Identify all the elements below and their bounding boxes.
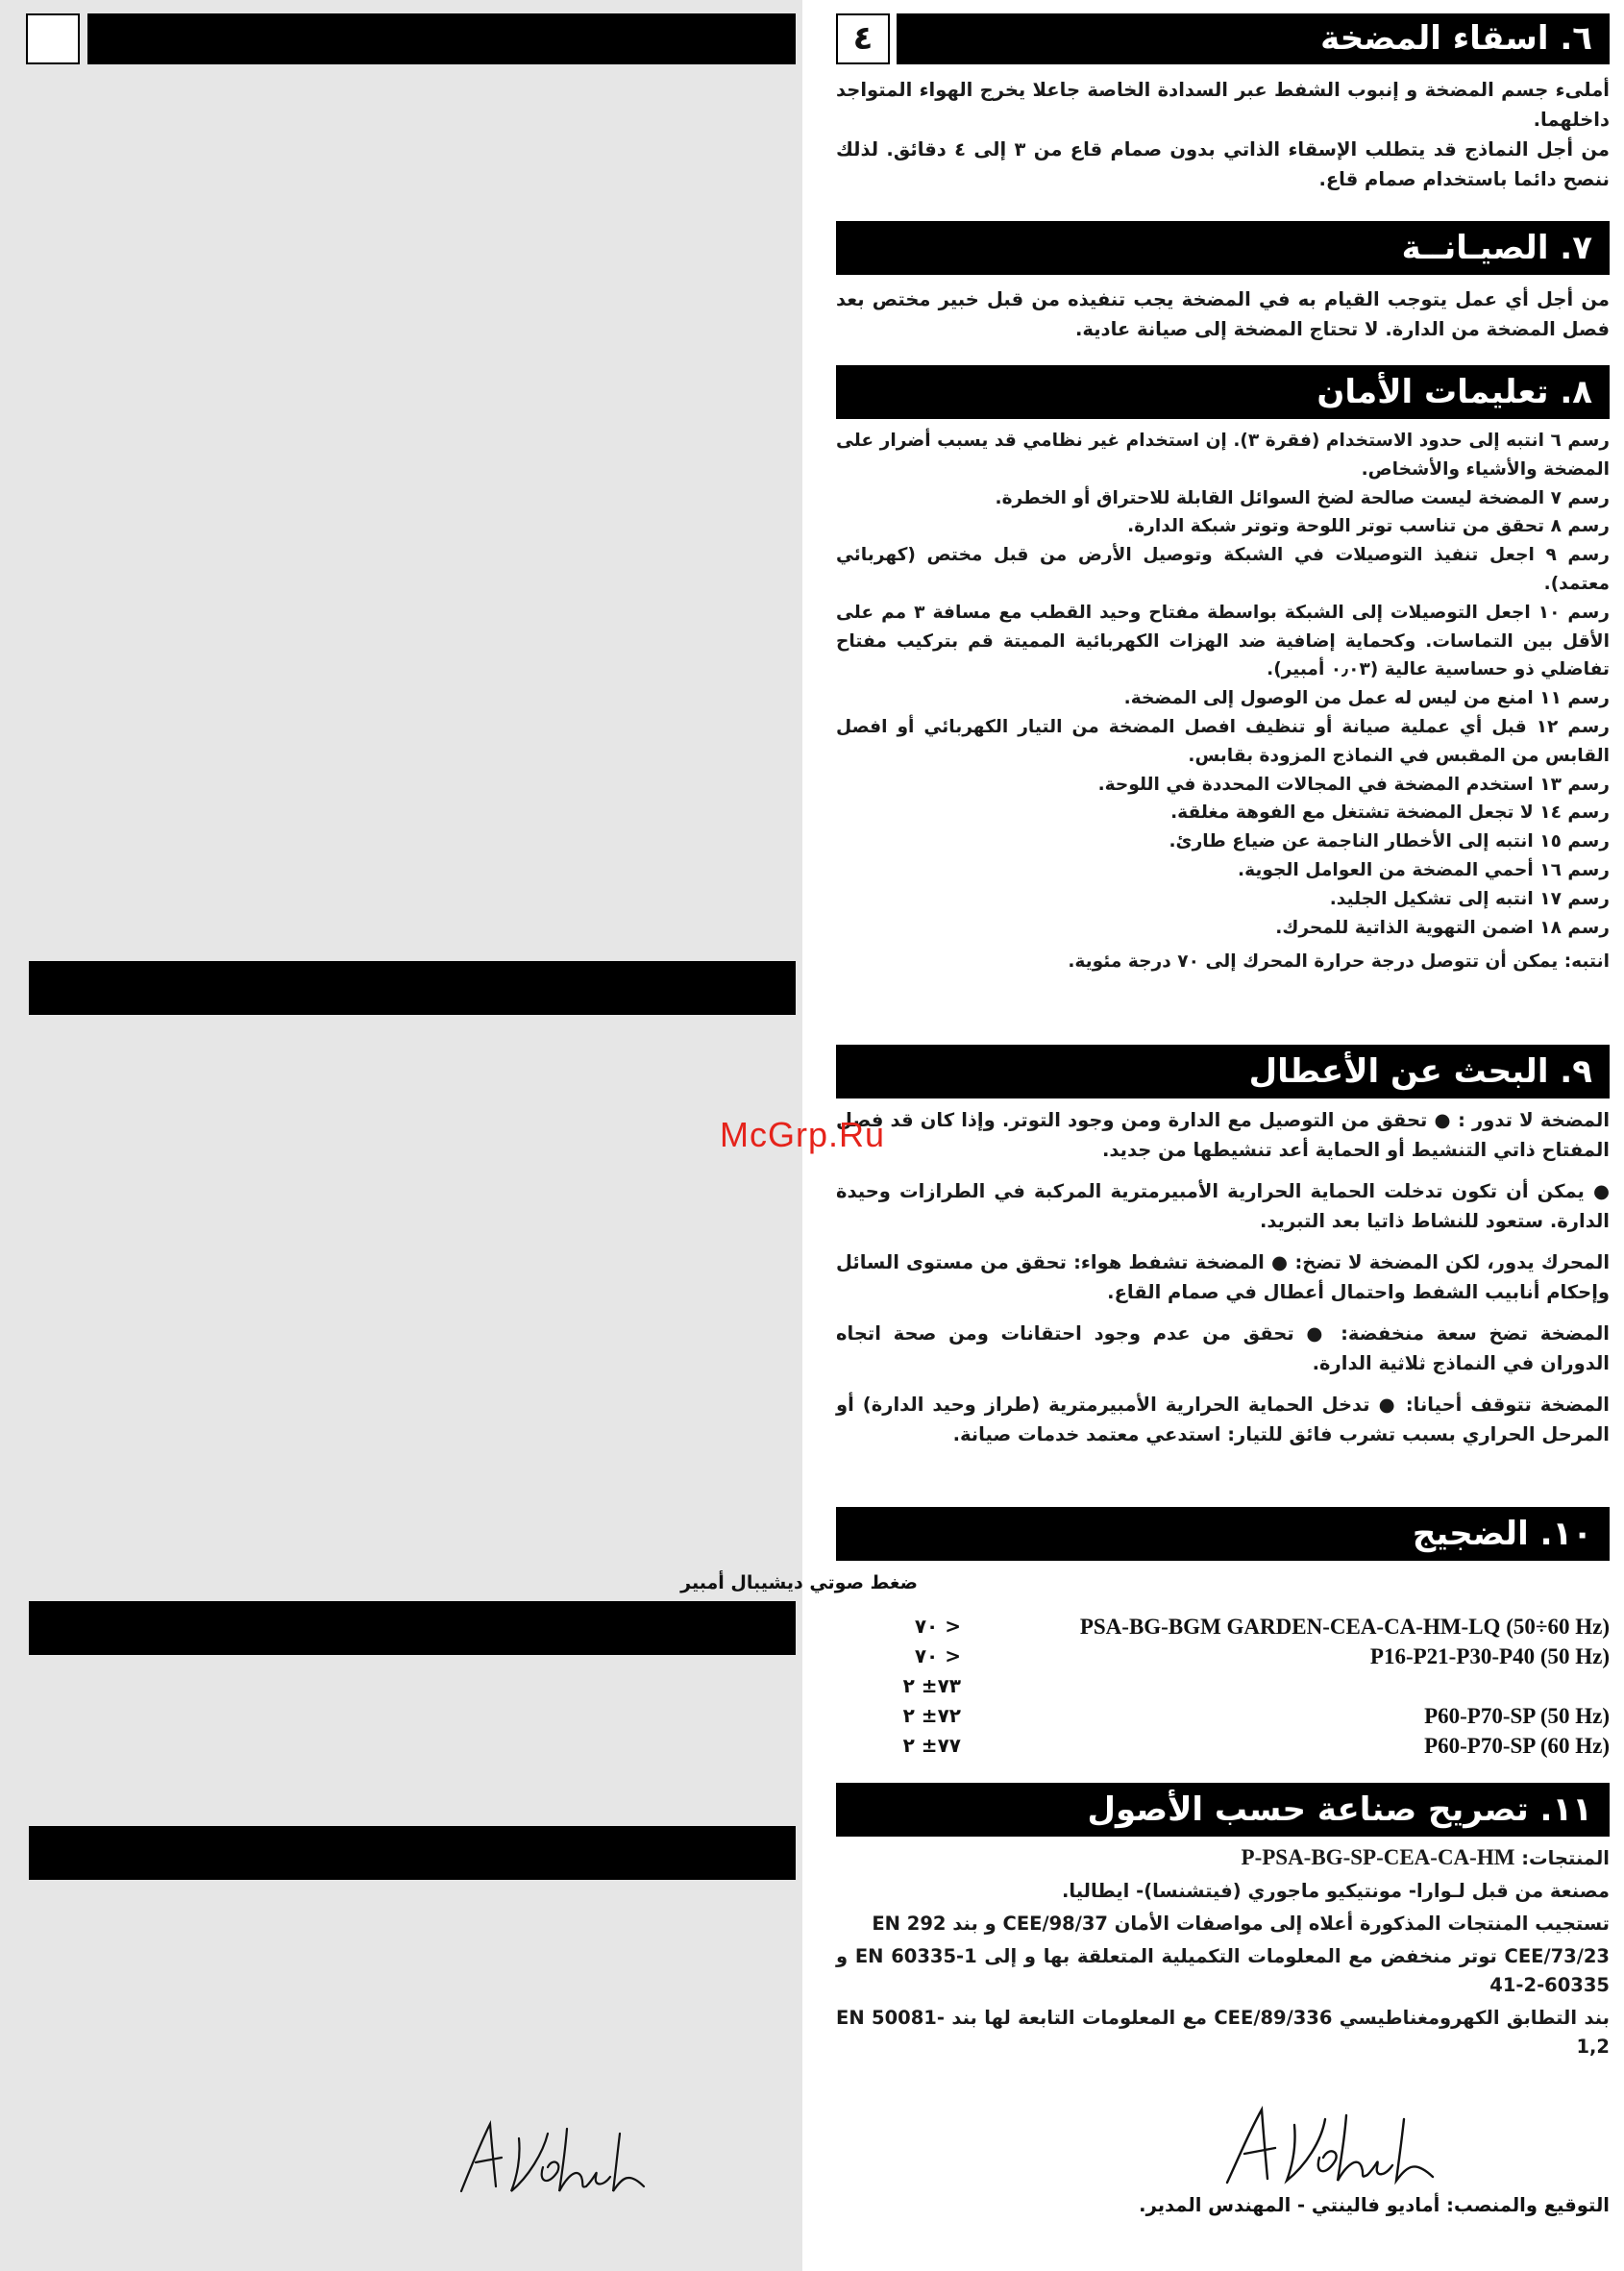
noise-row — [836, 1734, 1610, 1764]
noise-model: P60-P70-SP (60 Hz) — [1424, 1734, 1610, 1758]
troubleshoot-text: ● تدخل الحماية الحرارية الأمبيرمترية (طراز وحيد الدارة) أو المرحل الحراري بسبب تشرب فائق للتيار: استدعي معتمد خدمات صيانة. — [836, 1394, 1610, 1445]
noise-row — [836, 1644, 1610, 1674]
troubleshoot-label: المضخة تتوقف أحيانا: — [1405, 1394, 1610, 1416]
section-8-title: ٨. تعليمات الأمان — [836, 365, 1610, 419]
section-6-body — [836, 75, 1610, 194]
left-page — [0, 0, 802, 2271]
signature-caption: التوقيع والمنصب: أماديو فالينتي - المهندس المدير. — [1139, 2194, 1610, 2216]
safety-note-text: يمكن أن تتوصل درجة حرارة المحرك إلى ٧٠ درجة مئوية. — [1068, 951, 1559, 973]
noise-row — [836, 1615, 1610, 1644]
noise-row — [836, 1704, 1610, 1734]
products-value: P-PSA-BG-SP-CEA-CA-HM — [1241, 1845, 1515, 1869]
watermark-text: McGrp.Ru — [720, 1115, 886, 1154]
left-header-bar — [87, 13, 796, 64]
troubleshoot-block — [836, 1176, 1610, 1236]
left-page-number-box — [26, 13, 80, 64]
troubleshoot-text: ● تحقق من التوصيل مع الدارة ومن وجود التوتر. وإذا كان قد فصل المفتاح ذاتي التنشيط أو الحماية أعد تنشيطها من جديد. — [836, 1109, 1610, 1161]
noise-value: ٧٣± ٢ — [902, 1674, 961, 1697]
products-line — [836, 1843, 1610, 1873]
left-section-bar — [29, 1826, 796, 1880]
section-9-body — [836, 1105, 1610, 1461]
noise-model: P16-P21-P30-P40 (50 Hz) — [1369, 1644, 1610, 1668]
noise-model: P60-P70-SP (50 Hz) — [1424, 1704, 1610, 1728]
safety-item: رسم ١٨ اضمن التهوية الذاتية للمحرك. — [1275, 917, 1610, 938]
troubleshoot-block — [836, 1390, 1610, 1449]
troubleshoot-label: المضخة تضخ سعة منخفضة: — [1341, 1322, 1610, 1345]
section-7-title: ٧. الصيـانــة — [836, 221, 1610, 275]
section-7-body — [836, 284, 1610, 344]
left-section-bar — [29, 1601, 796, 1655]
troubleshoot-text: ● يمكن أن تكون تدخلت الحماية الحرارية الأمبيرمترية المركبة في الطرازات وحيدة الدارة. ستعود للنشاط ذاتيا بعد التبريد. — [836, 1180, 1610, 1232]
compliance-line: 73/23/CEE توتر منخفض مع المعلومات التكميلية المتعلقة بها و إلى EN 60335-1 و 60335-2-41 — [836, 1945, 1610, 1996]
section-7-text: من أجل أي عمل يتوجب القيام به في المضخة يجب تنفيذه من قبل خبير مختص بعد فصل المضخة من الدارة. لا تحتاج المضخة إلى صيانة عادية. — [836, 288, 1610, 340]
left-section-bar — [29, 961, 796, 1015]
noise-table — [836, 1615, 1610, 1764]
safety-item: رسم ١٧ انتبه إلى تشكيل الجليد. — [1329, 888, 1610, 909]
troubleshoot-block — [836, 1105, 1610, 1165]
section-6-title: ٦. اسقاء المضخة — [897, 13, 1610, 64]
safety-item: رسم ١٤ لا تجعل المضخة تشتغل مع الفوهة مغلقة. — [1170, 802, 1610, 824]
troubleshoot-block — [836, 1247, 1610, 1307]
safety-item: رسم ١١ امنع من ليس له عمل من الوصول إلى المضخة. — [1123, 688, 1610, 709]
safety-item: رسم ٨ تحقق من تناسب توتر اللوحة وتوتر شبكة الدارة. — [1127, 516, 1610, 537]
noise-table-header: ضغط صوتي ديشيبال أمبير — [680, 1572, 918, 1593]
noise-value: ٧٧± ٢ — [902, 1734, 961, 1757]
safety-item: رسم ٦ انتبه إلى حدود الاستخدام (فقرة ٣). إن استخدام غير نظامي قد يسبب أضرار على المضخة والأشياء والأشخاص. — [836, 431, 1610, 480]
troubleshoot-text: ● تحقق من عدم وجود احتقانات ومن صحة اتجاه الدوران في النماذج ثلاثية الدارة. — [836, 1322, 1610, 1374]
troubleshoot-label: المضخة لا تدور : — [1458, 1109, 1610, 1131]
section-11-title: ١١. تصريح صناعة حسب الأصول — [836, 1783, 1610, 1837]
noise-model: PSA-BG-BGM GARDEN-CEA-CA-HM-LQ (50÷60 Hz) — [1079, 1615, 1610, 1639]
safety-item: رسم ١٣ استخدم المضخة في المجالات المحددة في اللوحة. — [1097, 774, 1610, 795]
troubleshoot-block — [836, 1319, 1610, 1378]
section-10-title: ١٠. الضجيج — [836, 1507, 1610, 1561]
safety-note-label: انتبه: — [1563, 951, 1610, 973]
signature-image — [452, 2110, 653, 2201]
section-6-line: أملىء جسم المضخة و إنبوب الشفط عبر السدادة الخاصة جاعلا يخرج الهواء المتواجد داخلهما. — [836, 79, 1610, 131]
safety-item: رسم ١٠ اجعل التوصيلات إلى الشبكة بواسطة مفتاح وحيد القطب مع مسافة ٣ مم على الأقل بين التماسات. وكحماية إضافية ضد الهزات الكهربائية المميتة قم بتركيب مفتاح تفاضلي ذو حساسية عالية (٠٫٠٣ أمبير). — [836, 602, 1610, 680]
safety-item: رسم ١٦ أحمي المضخة من العوامل الجوية. — [1238, 859, 1610, 880]
safety-item: رسم ١٥ انتبه إلى الأخطار الناجمة عن ضياع طارئ. — [1169, 831, 1610, 852]
noise-value: ٧٢± ٢ — [902, 1704, 961, 1727]
products-label: المنتجات: — [1521, 1847, 1610, 1869]
troubleshoot-text: ● المضخة تشفط هواء: تحقق من مستوى السائل وإحكام أنابيب الشفط واحتمال أعطال في صمام القاع. — [836, 1251, 1610, 1303]
noise-value: < ٧٠ — [914, 1615, 961, 1638]
compliance-line: تستجيب المنتجات المذكورة أعلاه إلى مواصفات الأمان 98/37/CEE و بند EN 292 — [872, 1913, 1610, 1935]
page-number: ٤ — [836, 13, 890, 64]
safety-item: رسم ٩ اجعل تنفيذ التوصيلات في الشبكة وتوصيل الأرض من قبل مختص (كهربائي معتمد). — [836, 545, 1610, 594]
compliance-line: بند التطابق الكهرومغناطيسي 89/336/CEE مع المعلومات التابعة لها بند EN 50081-1,2 — [836, 2007, 1610, 2058]
section-8-body — [836, 427, 1610, 976]
safety-note — [836, 948, 1610, 976]
signature-image — [1216, 2098, 1446, 2189]
section-9-title: ٩. البحث عن الأعطال — [836, 1045, 1610, 1098]
safety-item: رسم ١٢ قبل أي عملية صيانة أو تنظيف افصل المضخة من التيار الكهربائي أو افصل القابس من المقبس في النماذج المزودة بقابس. — [836, 716, 1610, 766]
troubleshoot-label: المحرك يدور، لكن المضخة لا تضخ: — [1294, 1251, 1611, 1273]
section-11-body — [836, 1843, 1610, 2065]
noise-row — [836, 1674, 1610, 1704]
manufacturer-line: مصنعة من قبل لـوارا- مونتيكيو ماجوري (فيتشنسا)- ايطاليا. — [1061, 1880, 1610, 1902]
noise-value: < ٧٠ — [914, 1644, 961, 1667]
section-6-line: من أجل النماذج قد يتطلب الإسقاء الذاتي بدون صمام قاع من ٣ إلى ٤ دقائق. لذلك ننصح دائما باستخدام صمام قاع. — [836, 138, 1610, 190]
safety-item: رسم ٧ المضخة ليست صالحة لضخ السوائل القابلة للاحتراق أو الخطرة. — [995, 487, 1610, 508]
